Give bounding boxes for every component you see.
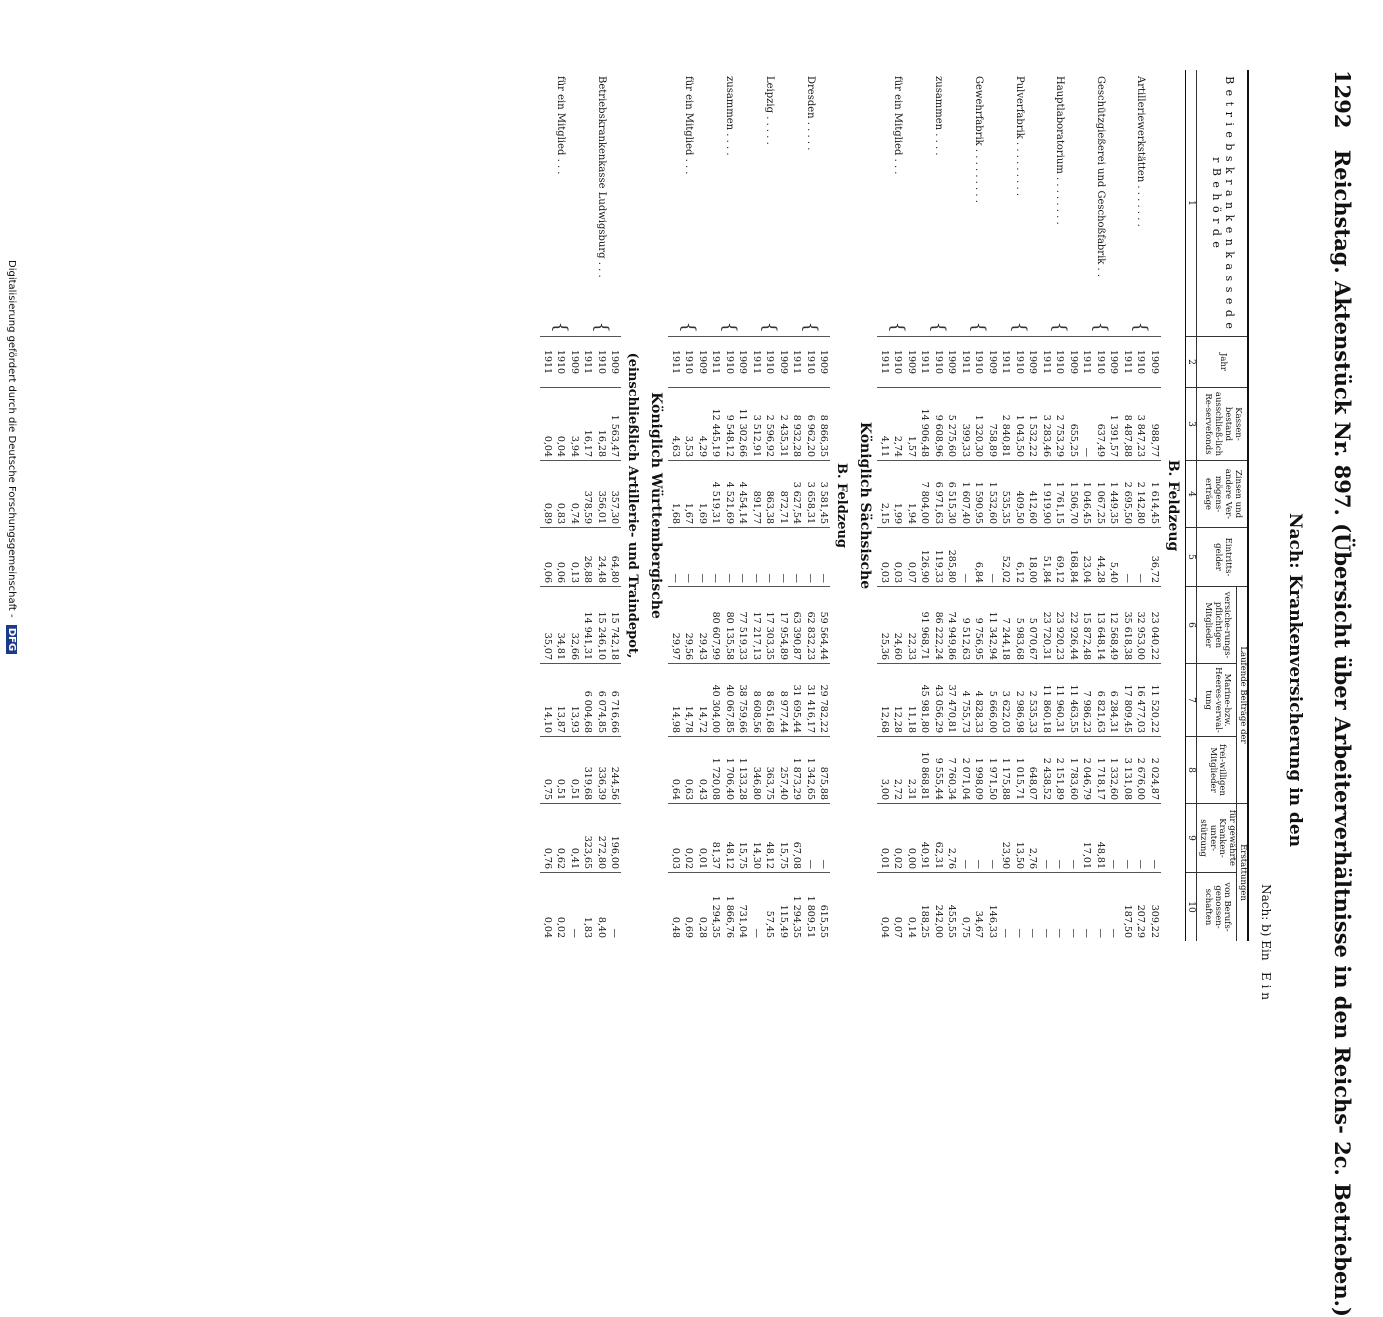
- value-cell-c8: 244,56 336,39 319,68: [582, 766, 621, 800]
- value-cell-c3: 1,57 2,74 4,11: [878, 435, 917, 457]
- value-cell-c5: — — —: [750, 573, 789, 583]
- section-title: [853, 70, 877, 941]
- value-cell-c4: 872,71 863,38 891,77: [750, 490, 789, 524]
- brace-icon: {: [668, 319, 709, 337]
- value-cell-c9: 15,75 48,12 14,30: [750, 841, 789, 869]
- section-subtitle: [621, 70, 644, 941]
- header-num5: 5: [1185, 528, 1196, 587]
- header-col9: für gewährte Kranken-unter-stützung: [1197, 804, 1237, 873]
- row-label: Geschützgießerei und Geschoßfabrik . .: [1094, 76, 1106, 278]
- row-label: für ein Mitglied . . .: [892, 76, 904, 175]
- row-label: zusammen . . . .: [723, 76, 735, 156]
- row-label: Betriebskrankenkasse Ludwigsburg . . .: [595, 76, 607, 278]
- year-cell: 1909 1910 1911: [919, 349, 958, 375]
- value-cell-c5: 168,84 69,12 51,84: [1040, 549, 1079, 583]
- value-cell-c10: 731,04 1 866,76 1 294,35: [710, 895, 749, 938]
- header-col5: Eintritts-gelder: [1197, 528, 1248, 587]
- header-col2: Jahr: [1197, 337, 1248, 388]
- table-row: [999, 70, 1040, 941]
- header-col4: Zinsen und andere Ver-mögens-erträge: [1197, 461, 1248, 528]
- value-cell-c5: 36,72 — —: [1121, 555, 1160, 583]
- digitization-credit: [6, 260, 17, 1000]
- value-cell-c10: 455,55 242,00 188,25: [919, 904, 958, 938]
- page-number: 1292: [1330, 70, 1355, 129]
- year-cell: 1909 1910 1911: [750, 349, 789, 375]
- brace-icon: {: [1080, 319, 1121, 337]
- year-cell: 1909 1910 1911: [791, 349, 830, 375]
- value-cell-c4: 1 614,45 2 142,80 2 695,50: [1121, 481, 1160, 524]
- value-cell-c10: 146,33 34,67 0,75: [959, 904, 998, 938]
- table-row: [918, 70, 959, 941]
- subheading-nach-right: Nach: b) Ein: [1259, 884, 1273, 961]
- value-cell-c9: — 48,81 17,01: [1081, 841, 1120, 869]
- table-row: [1120, 70, 1161, 941]
- value-cell-c8: 0,43 0,63 0,64: [669, 778, 708, 800]
- value-cell-c9: 0,00 0,02 0,01: [878, 847, 917, 869]
- value-cell-c6: 59 564,44 62 832,23 63 390,87: [791, 611, 830, 660]
- value-cell-c4: 357,30 356,01 378,59: [582, 490, 621, 524]
- value-cell-c6: 32,66 34,81 35,07: [541, 632, 580, 660]
- value-cell-c4: 1,94 1,99 2,15: [878, 502, 917, 524]
- value-cell-c7: 14,72 14,78 14,98: [669, 705, 708, 733]
- value-cell-c4: 6 515,30 6 971,63 7 804,00: [919, 481, 958, 524]
- value-cell-c9: 2,76 62,31 40,91: [919, 841, 958, 869]
- table-row: [540, 70, 581, 941]
- value-cell-c8: 7 760,34 9 555,44 10 868,81: [919, 751, 958, 800]
- row-label: Leipzig . . . . .: [764, 76, 776, 145]
- value-cell-c9: — — —: [959, 859, 998, 869]
- value-cell-c5: 64,80 24,48 26,88: [582, 555, 621, 583]
- section-subtitle: [830, 70, 853, 941]
- value-cell-c9: — — —: [1040, 859, 1079, 869]
- year-cell: 1909 1910 1911: [582, 349, 621, 375]
- credit-text: Digitalisierung gefördert durch die Deutsche Forschungsgemeinschaft -: [6, 260, 17, 618]
- value-cell-c7: 29 782,22 31 416,17 31 695,44: [791, 684, 830, 733]
- value-cell-c7: 37 470,81 43 056,29 45 981,80: [919, 684, 958, 733]
- header-num2: 2: [1185, 337, 1196, 388]
- brace-icon: {: [540, 319, 581, 337]
- subheading: [1275, 360, 1305, 1000]
- value-cell-c3: 3,94 0,04 0,04: [541, 435, 580, 457]
- header-group-laufende: Laufende Beiträge der: [1237, 587, 1248, 804]
- value-cell-c6: 12 568,49 13 648,14 15 872,48: [1081, 611, 1120, 660]
- header-col8: frei-willigen Mitglieder: [1197, 737, 1237, 804]
- header-num9: 9: [1185, 804, 1196, 873]
- table-row: [958, 70, 999, 941]
- value-cell-c7: 8 977,44 8 651,68 8 608,56: [750, 690, 789, 733]
- brace-icon: {: [790, 319, 831, 337]
- value-cell-c10: — — —: [1040, 928, 1079, 938]
- brace-icon: {: [877, 319, 918, 337]
- table-row: [749, 70, 790, 941]
- section-title-text: B. Feldzeug: [1164, 459, 1181, 552]
- header-col10: von Berufs-genossen-schaften: [1197, 873, 1237, 942]
- table-row: [709, 70, 750, 941]
- table-row: [1039, 70, 1080, 941]
- header-col6: versiche-rungs-pflichtigen Mitglieder: [1197, 587, 1237, 664]
- value-cell-c6: 29,43 29,56 29,97: [669, 632, 708, 660]
- subheading-ein: E i n: [1259, 972, 1273, 1000]
- value-cell-c8: 875,88 1 342,65 1 873,29: [791, 757, 830, 800]
- value-cell-c7: 2 535,33 2 986,98 3 622,03: [1000, 690, 1039, 733]
- value-cell-c4: 1 532,60 1 590,95 1 607,40: [959, 481, 998, 524]
- value-cell-c3: 1 532,22 1 043,50 2 840,81: [1000, 414, 1039, 457]
- value-cell-c8: 648,07 1 015,71 1 175,88: [1000, 757, 1039, 800]
- row-label: Gewehrfabrik . . . . . . . . .: [973, 76, 985, 203]
- header-col1: B e t r i e b s k r a n k e n k a s s e d e r B e h ö r d e: [1197, 70, 1248, 337]
- year-cell: 1909 1910 1911: [1040, 349, 1079, 375]
- value-cell-c8: 1 332,60 1 718,17 2 046,79: [1081, 757, 1120, 800]
- value-cell-c6: 74 949,86 86 222,24 91 968,71: [919, 611, 958, 660]
- value-cell-c9: 0,01 0,02 0,03: [669, 847, 708, 869]
- value-cell-c4: 1,69 1,67 1,68: [669, 502, 708, 524]
- table-body: [540, 70, 1185, 941]
- value-cell-c6: 23 040,22 32 953,00 35 618,38: [1121, 611, 1160, 660]
- value-cell-c3: 655,25 2 753,29 3 283,46: [1040, 414, 1079, 457]
- value-cell-c5: — — —: [791, 573, 830, 583]
- section-title: [1161, 70, 1186, 941]
- value-cell-c8: 2,31 2,72 3,00: [878, 778, 917, 800]
- value-cell-c4: 4 454,14 4 521,69 4 519,31: [710, 481, 749, 524]
- value-cell-c5: — — —: [669, 573, 708, 583]
- value-cell-c5: 5,40 44,28 23,04: [1081, 555, 1120, 583]
- year-cell: 1909 1910 1911: [1000, 349, 1039, 375]
- brace-icon: {: [581, 319, 622, 337]
- year-cell: 1909 1910 1911: [669, 349, 708, 375]
- value-cell-c9: 0,41 0,62 0,76: [541, 847, 580, 869]
- row-label: zusammen . . . .: [932, 76, 944, 156]
- value-cell-c5: 0,13 0,06 0,06: [541, 561, 580, 583]
- value-cell-c4: 1 506,70 1 761,15 1 919,90: [1040, 481, 1079, 524]
- value-cell-c9: — — 67,08: [791, 841, 830, 869]
- value-cell-c10: — — —: [1081, 928, 1120, 938]
- value-cell-c6: 17 954,89 17 303,35 17 217,13: [750, 611, 789, 660]
- table-row: [668, 70, 709, 941]
- header-num8: 8: [1185, 737, 1196, 804]
- brace-icon: {: [1039, 319, 1080, 337]
- brace-icon: {: [709, 319, 750, 337]
- value-cell-c4: 412,60 409,50 535,35: [1000, 490, 1039, 524]
- brace-icon: {: [958, 319, 999, 337]
- value-cell-c9: 196,00 272,80 323,65: [582, 835, 621, 869]
- year-cell: 1909 1910 1911: [710, 349, 749, 375]
- header-num4: 4: [1185, 461, 1196, 528]
- value-cell-c4: 3 581,45 3 658,31 3 627,54: [791, 481, 830, 524]
- data-table: [540, 70, 1249, 941]
- value-cell-c5: — 6,84 —: [959, 561, 998, 583]
- value-cell-c7: 6 716,66 6 074,85 6 004,68: [582, 690, 621, 733]
- value-cell-c3: 758,89 1 320,30 399,33: [959, 414, 998, 457]
- value-cell-c3: 1 563,47 16,28 16,17: [582, 414, 621, 457]
- row-label: für ein Mitglied . . .: [555, 76, 567, 175]
- brace-icon: {: [1120, 319, 1161, 337]
- year-cell: 1909 1910 1911: [878, 349, 917, 375]
- row-label: Pulverfabrik . . . . . . . . .: [1013, 76, 1025, 197]
- page-title: Reichstag. Aktenstück Nr. 897. (Übersicht über Arbeiterverhältnisse in den Reichs- 2c. Betrieben.): [1330, 149, 1355, 1317]
- value-cell-c5: 0,07 0,03 0,03: [878, 561, 917, 583]
- brace-icon: {: [918, 319, 959, 337]
- header-num7: 7: [1185, 664, 1196, 737]
- value-cell-c10: — 8,40 1,83: [582, 916, 621, 938]
- year-cell: 1909 1910 1911: [1081, 349, 1120, 375]
- value-cell-c5: 18,00 6,12 52,02: [1000, 555, 1039, 583]
- value-cell-c7: 5 666,00 4 828,33 4 755,73: [959, 690, 998, 733]
- value-cell-c7: 11 463,55 11 960,31 11 860,18: [1040, 684, 1079, 733]
- table-row: [581, 70, 622, 941]
- section-title-text: Königlich Sächsische: [857, 421, 874, 590]
- value-cell-c10: 0,28 0,69 0,48: [669, 916, 708, 938]
- value-cell-c9: 2,76 13,50 23,90: [1000, 841, 1039, 869]
- value-cell-c5: 285,80 119,33 126,90: [919, 549, 958, 583]
- value-cell-c10: 115,49 57,45 —: [750, 904, 789, 938]
- year-cell: 1909 1910 1911: [959, 349, 998, 375]
- section-title-text: Königlich Württembergische: [648, 392, 665, 619]
- value-cell-c7: 6 284,31 6 821,63 7 986,23: [1081, 690, 1120, 733]
- value-cell-c3: 5 275,60 9 608,96 14 906,48: [919, 408, 958, 457]
- header-col3: Kassen-bestand ausschließ-lich Re-servefonds: [1197, 388, 1248, 461]
- value-cell-c5: — — —: [710, 573, 749, 583]
- value-cell-c6: 5 070,67 5 983,68 7 244,18: [1000, 617, 1039, 660]
- table-row: [877, 70, 918, 941]
- value-cell-c7: 11,18 12,28 12,68: [878, 705, 917, 733]
- value-cell-c9: 15,75 48,12 81,37: [710, 841, 749, 869]
- subheading-nach: Nach: Krankenversicherung in den: [1285, 512, 1305, 847]
- value-cell-c3: 1 391,57 637,49 —: [1081, 414, 1120, 457]
- row-label: Artilleriewerkstätten . . . . . . .: [1135, 76, 1147, 227]
- value-cell-c8: 2 024,87 2 676,00 3 131,08: [1121, 757, 1160, 800]
- section-subtitle-text: B. Feldzeug: [834, 462, 850, 549]
- value-cell-c10: 0,14 0,07 0,04: [878, 916, 917, 938]
- value-cell-c4: 1 449,35 1 067,25 1 046,45: [1081, 481, 1120, 524]
- brace-icon: {: [999, 319, 1040, 337]
- value-cell-c9: — — —: [1121, 859, 1160, 869]
- value-cell-c3: 988,77 3 847,23 8 487,88: [1121, 414, 1160, 457]
- value-cell-c3: 4,29 3,53 4,63: [669, 435, 708, 457]
- value-cell-c3: 11 302,66 9 548,12 12 445,19: [710, 408, 749, 457]
- header-num6: 6: [1185, 587, 1196, 664]
- value-cell-c10: 615,55 1 809,51 1 294,35: [791, 895, 830, 938]
- page-header: [1315, 70, 1355, 1317]
- value-cell-c8: 1 971,50 1 998,09 2 071,04: [959, 757, 998, 800]
- value-cell-c10: — 0,02 0,04: [541, 916, 580, 938]
- value-cell-c10: — — —: [1000, 928, 1039, 938]
- value-cell-c8: 1 783,60 2 151,89 2 438,52: [1040, 757, 1079, 800]
- year-cell: 1909 1910 1911: [541, 349, 580, 375]
- value-cell-c8: 0,51 0,51 0,75: [541, 778, 580, 800]
- row-label: Hauptlaboratorium . . . . . . . .: [1054, 76, 1066, 225]
- value-cell-c4: 0,74 0,83 0,89: [541, 502, 580, 524]
- header-group-erstattungen: Erstattungen: [1237, 804, 1248, 942]
- value-cell-c7: 38 759,66 40 067,85 40 304,00: [710, 684, 749, 733]
- value-cell-c7: 11 520,22 16 477,03 17 809,45: [1121, 684, 1160, 733]
- value-cell-c8: 1 133,28 1 706,40 1 720,08: [710, 757, 749, 800]
- value-cell-c8: 257,40 363,75 346,80: [750, 766, 789, 800]
- header-num3: 3: [1185, 388, 1196, 461]
- value-cell-c7: 13,93 13,87 14,10: [541, 705, 580, 733]
- table-row: [1080, 70, 1121, 941]
- subheading-right: [1259, 360, 1273, 1000]
- value-cell-c3: 2 435,31 2 596,92 3 512,91: [750, 414, 789, 457]
- header-num10: 10: [1185, 873, 1196, 942]
- brace-icon: {: [749, 319, 790, 337]
- row-label: Dresden . . . . .: [804, 76, 816, 151]
- dfg-logo: DFG: [6, 625, 17, 654]
- header-num1: 1: [1185, 70, 1196, 337]
- header-col7: Marine-bzw. Heeres-verwal-tung: [1197, 664, 1237, 737]
- value-cell-c6: 77 519,33 80 135,58 80 607,99: [710, 611, 749, 660]
- value-cell-c6: 22,33 24,60 25,36: [878, 632, 917, 660]
- row-label: für ein Mitglied . . .: [683, 76, 695, 175]
- value-cell-c6: 15 742,18 15 246,10 14 941,31: [582, 611, 621, 660]
- value-cell-c6: 11 342,94 9 756,95 9 512,63: [959, 611, 998, 660]
- year-cell: 1909 1910 1911: [1121, 349, 1160, 375]
- value-cell-c3: 8 866,35 6 962,20 8 932,28: [791, 414, 830, 457]
- table-row: [790, 70, 831, 941]
- section-title: [644, 70, 668, 941]
- value-cell-c10: 309,22 207,29 187,50: [1121, 904, 1160, 938]
- section-subtitle-text: (einschließlich Artillerie- und Traindepot,: [625, 352, 641, 659]
- value-cell-c6: 22 926,44 23 920,23 23 720,31: [1040, 611, 1079, 660]
